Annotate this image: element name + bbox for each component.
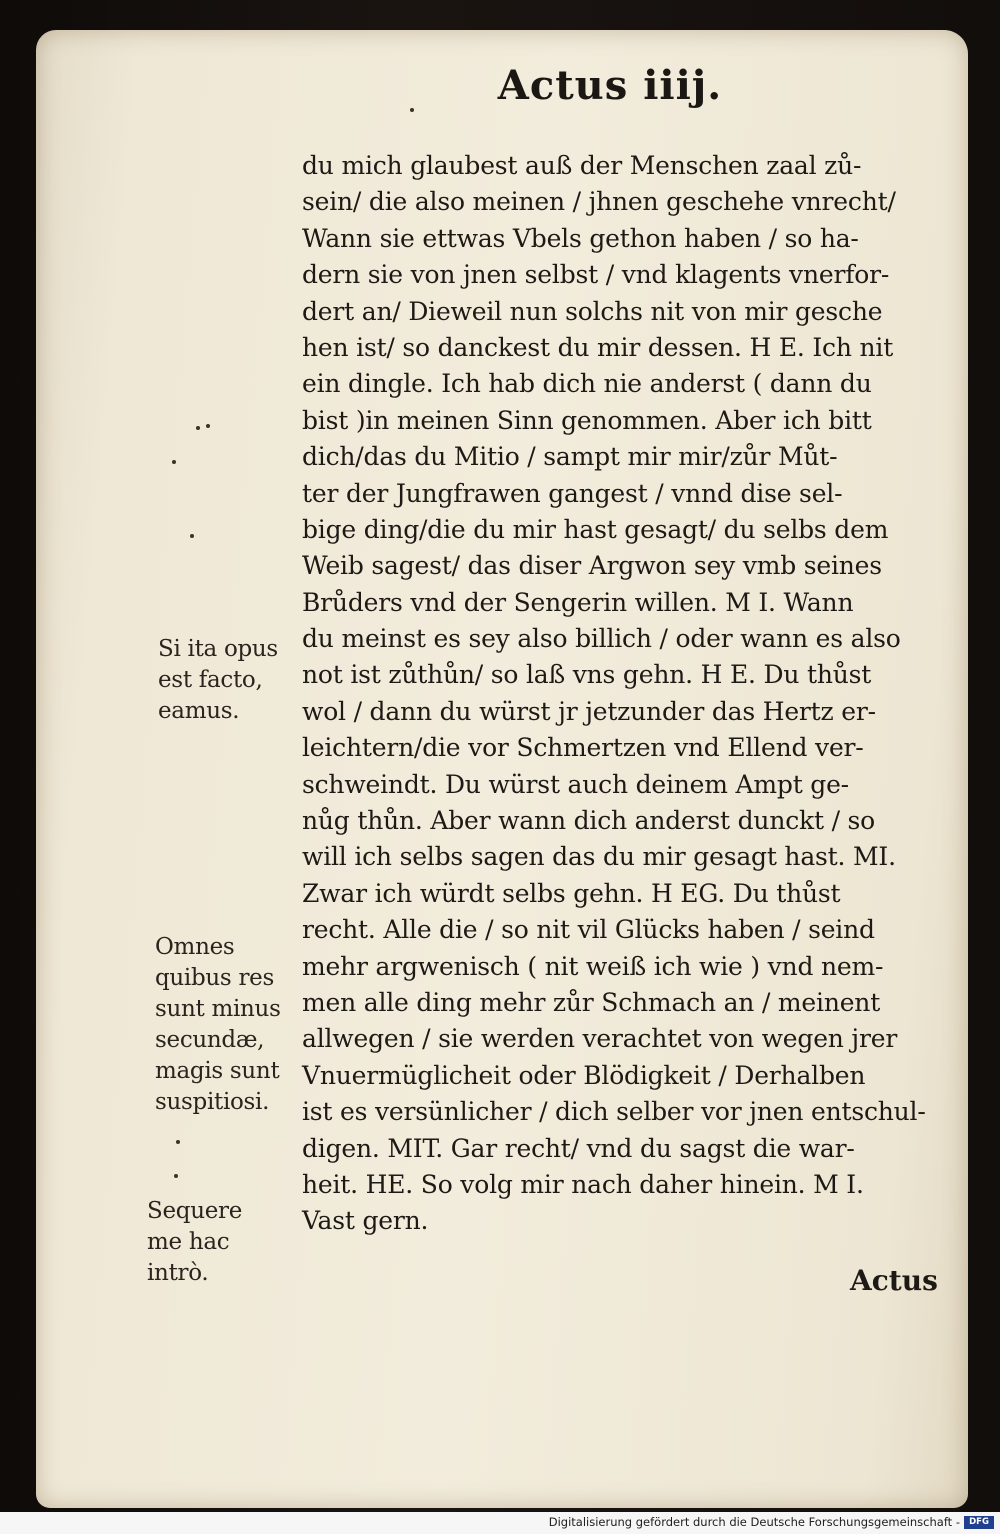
text-line: bige ding/die du mir hast gesagt/ du selbs dem [302, 514, 889, 544]
margin-note-line: intrò. [147, 1260, 209, 1286]
margin-note-line: est facto, [158, 667, 263, 693]
margin-note [155, 932, 281, 1118]
margin-note-line: quibus res [155, 965, 274, 991]
text-line: Zwar ich würdt selbs gehn. H EG. Du thůst [302, 878, 841, 908]
text-line: allwegen / sie werden verachtet von wegen jrer [302, 1024, 898, 1054]
running-header: Actus iiij. [497, 62, 723, 109]
text-line: men alle ding mehr zůr Schmach an / meinent [302, 987, 881, 1017]
text-line: Vnuermüglicheit oder Blödigkeit / Derhalben [302, 1060, 866, 1090]
text-line: will ich selbs sagen das du mir gesagt hast. MI. [302, 842, 896, 872]
margin-note-line: secundæ, [155, 1027, 265, 1053]
body-text [302, 148, 958, 1240]
text-line: Vast gern. [302, 1206, 429, 1236]
text-line: mehr argwenisch ( nit weiß ich wie ) vnd nem- [302, 951, 884, 981]
text-line: dern sie von jnen selbst / vnd klagents vnerfor- [302, 260, 890, 290]
text-line: sein/ die also meinen / jhnen geschehe vnrecht/ [302, 187, 896, 217]
text-line: leichtern/die vor Schmertzen vnd Ellend ver- [302, 733, 864, 763]
ink-speck [206, 424, 210, 428]
margin-note-line: sunt minus [155, 996, 281, 1022]
text-line: du meinst es sey also billich / oder wann es also [302, 624, 901, 654]
text-line: bist )in meinen Sinn genommen. Aber ich bitt [302, 405, 872, 435]
text-line: not ist zůthůn/ so laß vns gehn. H E. Du thůst [302, 660, 872, 690]
text-line: hen ist/ so danckest du mir dessen. H E. Ich nit [302, 332, 894, 362]
ink-speck [196, 426, 200, 430]
text-line: ist es versünlicher / dich selber vor jnen entschul- [302, 1097, 926, 1127]
text-line: dert an/ Dieweil nun solchs nit von mir gesche [302, 296, 883, 326]
text-line: nůg thůn. Aber wann dich anderst dunckt / so [302, 806, 876, 836]
ink-speck [190, 534, 194, 538]
catchword: Actus [850, 1264, 938, 1297]
text-line: Weib sagest/ das diser Argwon sey vmb seines [302, 551, 882, 581]
text-line: digen. MIT. Gar recht/ vnd du sagst die war- [302, 1133, 855, 1163]
text-line: Brůders vnd der Sengerin willen. M I. Wann [302, 587, 854, 617]
margin-note [147, 1196, 242, 1289]
ink-speck [176, 1140, 180, 1144]
margin-note [158, 634, 278, 727]
dfg-logo-icon: DFG [964, 1516, 994, 1529]
ink-speck [174, 1174, 178, 1178]
text-line: schweindt. Du würst auch deinem Ampt ge- [302, 769, 849, 799]
text-line: wol / dann du würst jr jetzunder das Hertz er- [302, 696, 876, 726]
margin-note-line: magis sunt [155, 1058, 280, 1084]
text-line: Wann sie ettwas Vbels gethon haben / so ha- [302, 223, 859, 253]
funding-credit: Digitalisierung gefördert durch die Deutsche Forschungsgemeinschaft - [548, 1515, 960, 1529]
footer-bar [0, 1512, 1000, 1534]
ink-speck [410, 108, 414, 112]
text-line: ein dingle. Ich hab dich nie anderst ( dann du [302, 369, 872, 399]
text-line: du mich glaubest auß der Menschen zaal zů- [302, 151, 862, 180]
text-line: dich/das du Mitio / sampt mir mir/zůr Můt- [302, 442, 838, 472]
margin-note-line: Sequere [147, 1198, 243, 1224]
text-line: recht. Alle die / so nit vil Glücks haben / seind [302, 915, 875, 945]
text-line: heit. HE. So volg mir nach daher hinein. M I. [302, 1169, 864, 1199]
margin-note-line: Omnes [155, 934, 235, 960]
margin-note-line: me hac [147, 1229, 230, 1255]
ink-speck [172, 460, 176, 464]
margin-note-line: eamus. [158, 698, 240, 724]
margin-note-line: Si ita opus [158, 636, 278, 662]
text-line: ter der Jungfrawen gangest / vnnd dise sel- [302, 478, 843, 508]
margin-note-line: suspitiosi. [155, 1089, 270, 1115]
